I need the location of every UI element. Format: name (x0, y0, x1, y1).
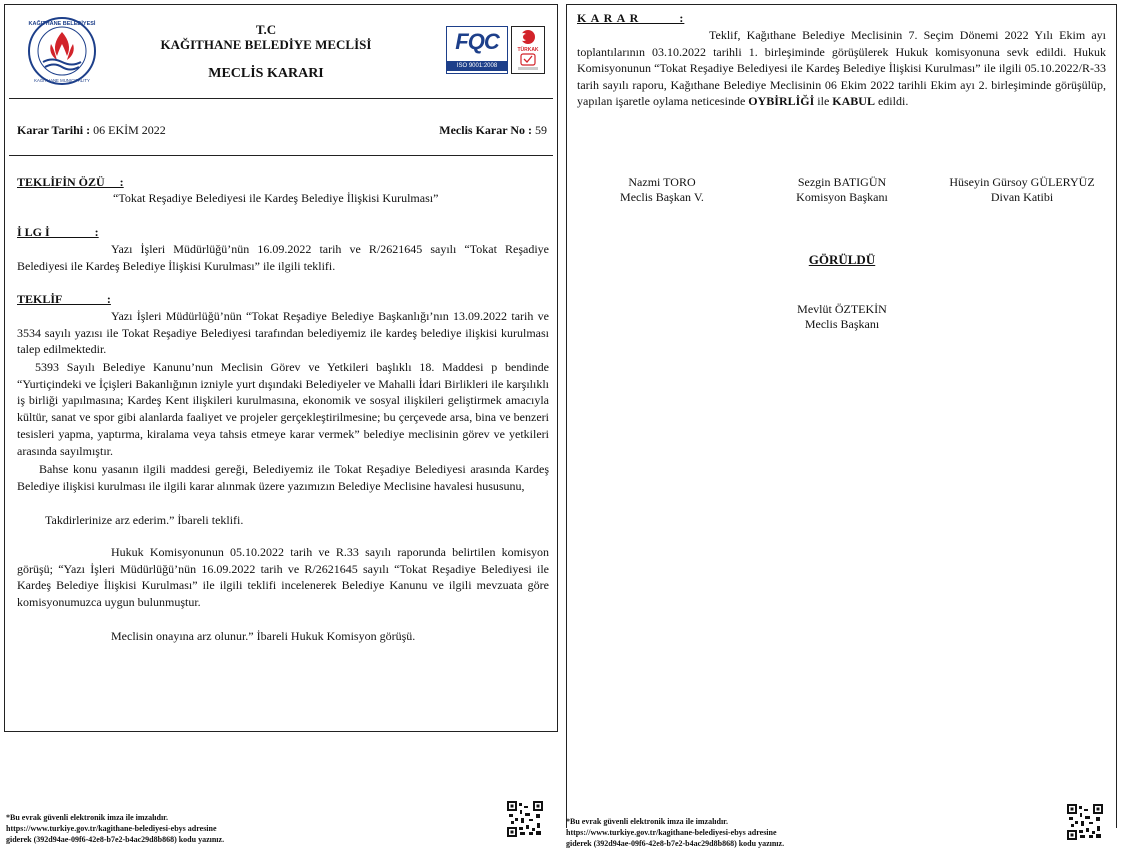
qr-code-icon (1067, 804, 1103, 840)
signer-title: Divan Katibi (990, 190, 1054, 204)
fqc-certification-logo (446, 26, 508, 74)
e-signature-note-1 (6, 812, 224, 845)
proposal-summary-title: TEKLİFİN ÖZÜ : (17, 175, 124, 189)
page-header (5, 5, 557, 99)
proposal-paragraph-2: 5393 Sayılı Belediye Kanunu’nun Meclisin Görev ve Yetkileri başlıklı 18. Maddesi p bendinde “Yurtiçindeki ve İçişleri Bakanlığının izniyle yurt dışındaki Belediyeler ve Mahalli İdari Birlikleri ile karşılıklı iş birliği yapılmasına; Kardeş Kent ilişkileri kurulmasına, ekonomik ve sosyal ilişkileri geliştirmek amacıyla kültür, sanat ve spor gibi alanlarda faaliyet ve projeler gerçekleştirilmesine; bu çerçevede arsa, bina ve benzeri tesisleri yapma, yaptırma, kiralama veya tahsis etmeye karar vermek” belediye meclisinin görev ve yetkileri arasında sayılmıştır. (17, 360, 549, 458)
e-signature-line-1: *Bu evrak güvenli elektronik imza ile imzalıdır. (6, 813, 168, 822)
decision-date (17, 123, 166, 138)
logo-text-bottom: KAĞITHANE MUNICIPALITY (34, 78, 90, 83)
document-page-2 (566, 4, 1117, 828)
decision-unanimous: OYBİRLİĞİ (748, 94, 815, 108)
approver-title: Meclis Başkanı (804, 317, 880, 331)
meta-divider (9, 155, 553, 156)
header-divider (9, 98, 553, 99)
decision-title: K A R A R : (577, 11, 685, 25)
header-title (115, 22, 417, 52)
fqc-text: FQC (455, 29, 499, 54)
proposal-paragraph-4: Takdirlerinize arz ederim.” İbareli teklifi. (45, 513, 244, 527)
signer-name: Nazmi TORO (628, 175, 696, 189)
signer-name: Sezgin BATIGÜN (797, 175, 887, 189)
signature-clerk (932, 175, 1112, 205)
signer-title: Meclis Başkan V. (620, 190, 704, 204)
signature-mayor (757, 302, 927, 332)
decision-date-label: Karar Tarihi : (17, 123, 91, 137)
decision-number-label: Meclis Karar No : (439, 123, 532, 137)
proposal-paragraph-3: Bahse konu yasanın ilgili maddesi gereği, Belediyemiz ile Tokat Reşadiye Belediyesi arasında Kardeş Belediye ilişkisi kurulması ile ilgili karar alınmak üzere yazımızın Belediye Meclisine havalesi hususunu, (17, 462, 549, 493)
header-line-tc: T.C (255, 22, 277, 37)
commission-opinion: Hukuk Komisyonunun 05.10.2022 tarih ve R.33 sayılı raporunda belirtilen komisyon görüşü; “Yazı İşleri Müdürlüğü’nün 16.09.2022 tarih ve R/2621645 sayılı “Tokat Reşadiye Belediyesi ile Kardeş Belediye İlişkisi Kurulması” ile ilgili teklifi incelenerek Belediye Kanunu ve ilgili mevzuata göre komisyonumuzca uygun bulunmuştur. (17, 545, 549, 610)
turkak-icon (512, 27, 544, 73)
decision-text-main: Teklif, Kağıthane Belediye Meclisinin 7. Seçim Dönemi 2022 Yılı Ekim ayı toplantılarının 03.10.2022 tarihli 1. birleşiminde görüşülerek Hukuk komisyonuna sevk edildi. Hukuk Komisyonunun “Tokat Reşadiye Belediyesi ile Kardeş Belediye İlişkisi Kurulması” ile ilgili 05.10.2022/R-33 tarih sayılı raporu, Kağıthane Belediye Meclisinin 06 Ekim 2022 tarihli Ekim ayı 2. birleşiminde görüşülüp, yapılan işaretle oylama neticesinde (577, 28, 1106, 108)
reference-title: İ LG İ : (17, 225, 99, 239)
approver-name: Mevlüt ÖZTEKİN (797, 302, 887, 316)
logo-text: KAĞITHANE BELEDİYESİ (28, 21, 96, 27)
document-page-1 (4, 4, 558, 732)
signature-commission-chair (757, 175, 927, 205)
decision-date-value: 06 EKİM 2022 (93, 123, 166, 137)
fqc-iso-text: ISO 9001:2008 (447, 61, 507, 71)
e-signature-line-3: giderek (392d94ae-09f6-42e8-b7e2-b4ac29d8b868) kodu yazınız. (6, 835, 225, 844)
e-signature-line-2: https://www.turkiye.gov.tr/kagithane-belediyesi-ebys adresine (6, 824, 217, 833)
decision-accepted: KABUL (832, 94, 875, 108)
signer-name: Hüseyin Gürsoy GÜLERYÜZ (949, 175, 1095, 189)
e-signature-line-2: https://www.turkiye.gov.tr/kagithane-belediyesi-ebys adresine (566, 828, 777, 837)
document-type-title: MECLİS KARARI (208, 66, 324, 81)
e-signature-note-2 (566, 816, 784, 849)
signature-chair-deputy (577, 175, 747, 205)
qr-code-icon (507, 801, 543, 837)
decision-number-value: 59 (535, 123, 547, 137)
decision-text-end: edildi. (874, 94, 909, 108)
decision-number (439, 123, 547, 138)
decision-text (577, 27, 1106, 110)
reference-text: Yazı İşleri Müdürlüğü’nün 16.09.2022 tarih ve R/2621645 sayılı “Tokat Reşadiye Belediyesi ile Kardeş Belediye İlişkisi Kurulması” ile ilgili teklifi. (17, 242, 549, 273)
commission-closing: Meclisin onayına arz olunur.” İbareli Hukuk Komisyon görüşü. (111, 629, 416, 643)
proposal-paragraph-1: Yazı İşleri Müdürlüğü’nün “Tokat Reşadiye Belediye Başkanlığı’nın 13.09.2022 tarih ve 3534 sayılı yazısı ile Tokat Reşadiye Belediyesi tarafından belediyemiz ile kardeş belediye ilişkisi kurulması talep edilmektedir. (17, 309, 549, 357)
proposal-summary-text: “Tokat Reşadiye Belediyesi ile Kardeş Belediye İlişkisi Kurulması” (113, 191, 439, 205)
proposal-title: TEKLİF : (17, 292, 111, 306)
e-signature-line-1: *Bu evrak güvenli elektronik imza ile imzalıdır. (566, 817, 728, 826)
signer-title: Komisyon Başkanı (796, 190, 888, 204)
municipality-logo-icon (27, 16, 97, 86)
turkak-badge (511, 26, 545, 74)
seen-heading: GÖRÜLDÜ (808, 252, 876, 267)
header-line-council: KAĞITHANE BELEDİYE MECLİSİ (160, 37, 372, 52)
decision-text-mid: ile (814, 94, 833, 108)
turkak-text: TÜRKAK (517, 47, 539, 53)
e-signature-line-3: giderek (392d94ae-09f6-42e8-b7e2-b4ac29d8b868) kodu yazınız. (566, 839, 785, 848)
